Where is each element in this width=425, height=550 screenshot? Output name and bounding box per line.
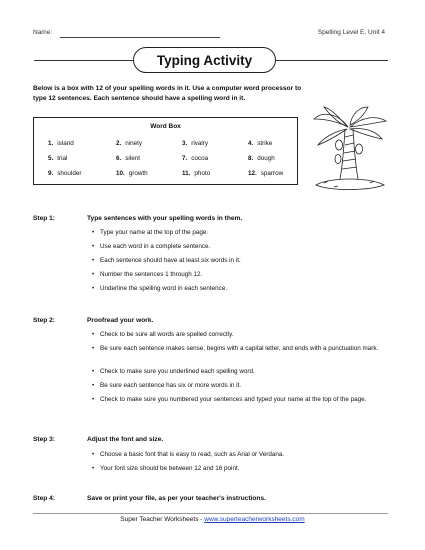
word-item: 1. island (48, 140, 74, 147)
intro-text: Below is a box with 12 of your spelling words in it. Use a computer word processor to type 12 sentences. Each sentence should have a spelling word in it. (33, 85, 302, 102)
name-label: Name: (33, 29, 53, 36)
step-2-title: Proofread your work. (87, 317, 154, 324)
list-item: • Be sure each sentence has six or more words in it. (100, 381, 390, 390)
list-item: • Use each word in a complete sentence. (100, 242, 390, 251)
step-1-title: Type sentences with your spelling words in them. (87, 215, 243, 222)
cocoa-tree-icon (310, 105, 390, 195)
footer-rule (33, 513, 388, 514)
word-item: 7. cocoa (182, 155, 209, 162)
footer (0, 516, 425, 523)
word-item: 9. shoulder (48, 170, 82, 177)
word-item: 2. ninety (116, 140, 143, 147)
step-1-label: Step 1: (33, 215, 55, 222)
footer-link[interactable]: www.superteacherworksheets.com (204, 516, 305, 523)
word-box-title: Word Box (150, 123, 181, 130)
list-item: • Be sure each sentence makes sense, begins with a capital letter, and ends with a punctuation mark. (100, 344, 390, 353)
word-item: 6. silent (116, 155, 140, 162)
word-item: 4. strike (248, 140, 273, 147)
word-item: 10. growth (116, 170, 148, 177)
word-item: 12. sparrow (248, 170, 284, 177)
list-item: • Your font size should be between 12 and 16 point. (100, 464, 390, 473)
level-label: Spelling Level E, Unit 4 (317, 29, 385, 36)
step-3-label: Step 3: (33, 436, 55, 443)
word-box (33, 117, 298, 185)
word-item: 3. rivalry (182, 140, 209, 147)
step-3-title: Adjust the font and size. (87, 436, 164, 443)
step-2-label: Step 2: (33, 317, 55, 324)
footer-text: Super Teacher Worksheets - (120, 516, 205, 523)
name-line (60, 37, 220, 38)
list-item: • Each sentence should have at least six words in it. (100, 256, 390, 265)
list-item: • Type your name at the top of the page. (100, 228, 390, 237)
list-item: • Check to make sure you numbered your sentences and typed your name at the top of the page. (100, 395, 390, 404)
title-rule-right (276, 60, 388, 61)
step-4-title: Save or print your file, as per your teacher's instructions. (87, 495, 266, 502)
list-item: • Number the sentences 1 through 12. (100, 270, 390, 279)
word-item: 11. photo (182, 170, 211, 177)
title-rule-left (34, 60, 133, 61)
list-item: • Choose a basic font that is easy to read, such as Arial or Verdana. (100, 450, 390, 459)
list-item: • Check to be sure all words are spelled correctly. (100, 330, 390, 339)
page-title: Typing Activity (133, 47, 276, 73)
word-item: 8. dough (248, 155, 275, 162)
list-item: • Underline the spelling word in each sentence. (100, 284, 390, 293)
step-4-label: Step 4: (33, 495, 55, 502)
list-item: • Check to make sure you underlined each spelling word. (100, 367, 390, 376)
word-item: 5. trial (48, 155, 68, 162)
